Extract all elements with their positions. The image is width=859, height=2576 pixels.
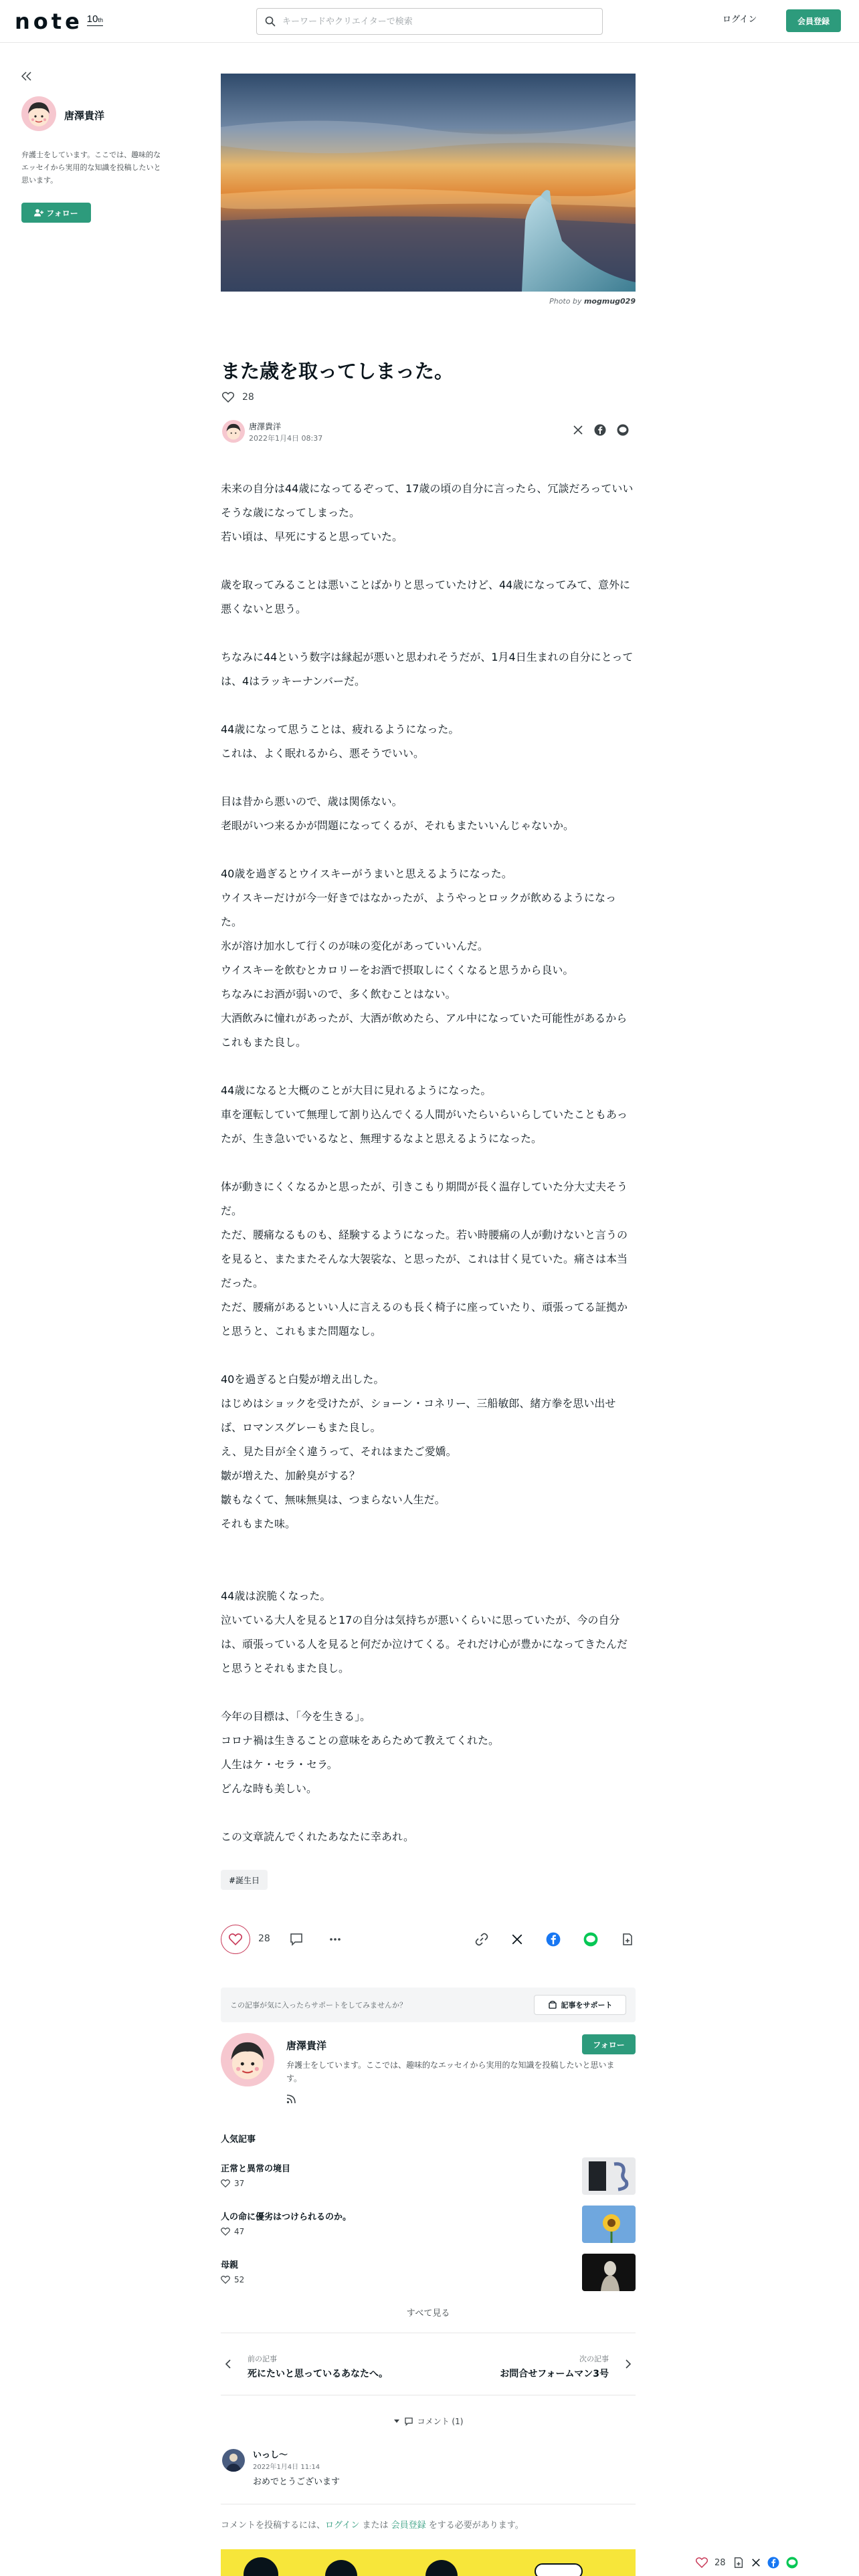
next-article-title: お問合せフォームマン3号: [500, 2369, 609, 2379]
support-button-label: 記事をサポート: [561, 2001, 613, 2010]
support-button[interactable]: [534, 1995, 626, 2015]
facebook-share-icon[interactable]: [546, 1932, 561, 1947]
x-share-icon[interactable]: [511, 1933, 523, 1945]
comment-icon: [404, 2417, 413, 2426]
signup-button[interactable]: 会員登録: [786, 9, 841, 32]
article-line: それもまた味。: [221, 1517, 296, 1530]
search-input[interactable]: [282, 17, 590, 27]
article-line: はじめはショックを受けたが、ショーン・コネリー、三船敏郎、緒方拳を思い出せば、ロマンスグレーもまた良し。: [221, 1397, 616, 1434]
heart-icon: [221, 2276, 230, 2284]
profile-follow-button[interactable]: フォロー: [582, 2034, 636, 2054]
photo-credit-author[interactable]: mogmug029: [583, 297, 636, 306]
heart-icon: [229, 1933, 242, 1945]
article-line: [221, 1536, 636, 1560]
logo-wordmark: note: [15, 9, 83, 34]
logo-10th-badge: 10th: [86, 13, 103, 25]
next-article-link[interactable]: [428, 2333, 636, 2396]
comment-icon[interactable]: [289, 1932, 304, 1947]
article-line: 若い頃は、早死にすると思っていた。: [221, 530, 403, 543]
note-logo[interactable]: [15, 8, 103, 35]
article-line: 皺もなくて、無味無臭は、つまらない人生だ。: [221, 1493, 446, 1506]
comment-text: おめでとうございます: [253, 2477, 341, 2487]
sidebar-author-bio: 弁護士をしています。ここでは、趣味的なエッセイから実用的な知識を投稿したいと思います。: [21, 150, 161, 185]
x-share-icon[interactable]: [573, 425, 583, 435]
link-copy-icon[interactable]: [475, 1933, 488, 1946]
profile-avatar[interactable]: [221, 2033, 274, 2086]
like-count: 28: [258, 1933, 270, 1944]
popular-article-thumbnail: [582, 2254, 636, 2291]
popular-article-thumbnail: [582, 2206, 636, 2243]
top-like-button[interactable]: [222, 392, 254, 403]
article-line: これは、よく眠れるから、悪そうでいい。: [221, 747, 425, 760]
article-line: 人生はケ・セラ・セラ。: [221, 1758, 338, 1771]
popular-articles-title: 人気記事: [221, 2135, 256, 2145]
sidebar-follow-button[interactable]: [21, 203, 91, 223]
comment-date: 2022年1月4日 11:14: [253, 2464, 320, 2471]
article-line: 44歳は涙脆くなった。: [221, 1590, 331, 1602]
article-line: ちなみにお酒が弱いので、多く飲むことはない。: [221, 988, 456, 1000]
chevron-right-icon: [625, 2359, 632, 2369]
article-actions: [221, 1925, 636, 1954]
hero-image: [221, 74, 636, 292]
article-paragraph: [221, 477, 636, 549]
article-line: 44歳になると大概のことが大目に見れるようになった。: [221, 1084, 492, 1097]
popular-article-title: 人の命に優劣はつけられるのか。: [221, 2212, 352, 2222]
support-prompt: この記事が気に入ったらサポートをしてみませんか？: [230, 2001, 407, 2010]
add-user-icon: [34, 209, 43, 217]
see-all-link[interactable]: すべて見る: [406, 2309, 450, 2319]
commenter-name[interactable]: いっし〜: [253, 2450, 288, 2460]
article-author-avatar[interactable]: [222, 420, 245, 443]
line-share-icon[interactable]: [617, 424, 629, 436]
popular-article-title: 正常と異常の境目: [221, 2164, 291, 2174]
article-line: 目は昔から悪いので、歳は関係ない。: [221, 795, 403, 808]
search-box[interactable]: [256, 8, 603, 35]
comment-item: [221, 2448, 636, 2490]
comment-login-note: コメントを投稿するには、ログイン または 会員登録 をする必要があります。: [221, 2504, 636, 2531]
article-line: ただ、腰痛なるものも、経験するようになった。若い時腰痛の人が動けないと言うのを見ると、またまたそんな大袈裟な、と思ったが、これは甘く見ていた。痛さは本当だった。: [221, 1228, 628, 1289]
article-line: 体が動きにくくなるかと思ったが、引きこもり期間が長く温存していた分大丈夫そうだ。: [221, 1180, 628, 1217]
popular-article[interactable]: [221, 2157, 636, 2197]
profile-bio: 弁護士をしています。ここでは、趣味的なエッセイから実用的な知識を投稿したいと思います。: [286, 2060, 615, 2083]
article-line: ちなみに44という数字は縁起が悪いと思われそうだが、1月4日生まれの自分にとっては、4はラッキーナンバーだ。: [221, 651, 634, 687]
support-box: [221, 1988, 636, 2022]
article-line: 皺が増えた、加齢臭がする？: [221, 1469, 361, 1482]
popular-article[interactable]: [221, 2206, 636, 2246]
article-paragraph: [221, 1079, 636, 1151]
heart-icon[interactable]: [696, 2557, 708, 2568]
article-paragraph: [221, 573, 636, 621]
article-line: ウイスキーだけが今一好きではなかったが、ようやっとロックが飲めるようになった。: [221, 891, 617, 928]
next-article-label: 次の記事: [579, 2355, 609, 2363]
author-avatar[interactable]: [21, 96, 56, 131]
floating-action-bar: [696, 2549, 859, 2576]
article-line: 40歳を過ぎるとウイスキーがうまいと思えるようになった。: [221, 867, 512, 880]
article-line: 車を運転していて無理して割り込んでくる人間がいたらいらいらしていたこともあったが、生き急いでいるなと、無理するなよと思えるようになった。: [221, 1108, 628, 1145]
article-paragraph: [221, 862, 636, 1055]
popular-article[interactable]: [221, 2254, 636, 2294]
article-paragraph: [221, 645, 636, 693]
commenter-avatar[interactable]: [222, 2449, 245, 2472]
article-line: 44歳になって思うことは、疲れるようになった。: [221, 723, 460, 736]
line-share-icon[interactable]: [583, 1932, 598, 1947]
article-line: コロナ禍は生きることの意味をあらためて教えてくれた。: [221, 1734, 500, 1747]
article-paragraph: [221, 718, 636, 766]
like-button[interactable]: [221, 1925, 250, 1954]
more-options-icon[interactable]: [328, 1932, 343, 1947]
collapse-sidebar-icon[interactable]: [21, 72, 32, 81]
article-paragraph: [221, 1705, 636, 1801]
line-share-icon[interactable]: [786, 2557, 798, 2569]
article-line: 今年の目標は、「今を生きる」。: [221, 1710, 371, 1723]
article-line: え、見た目が全く違うって、それはまたご愛嬌。: [221, 1445, 457, 1458]
article-body: [221, 477, 636, 1873]
article-paragraph: [221, 1825, 636, 1849]
popular-article-title: 母親: [221, 2260, 239, 2270]
heart-icon: [221, 2179, 230, 2187]
heart-icon: [221, 2228, 230, 2236]
prev-article-link[interactable]: [221, 2333, 428, 2396]
article-line: 泣いている大人を見ると17の自分は気持ちが悪いくらいに思っていたが、今の自分は、頑張っている人を見ると何だか泣けてくる。それだけ心が豊かになってきたんだと思うとそれもまた良し。: [221, 1614, 628, 1675]
comments-count: コメント (1): [417, 2417, 464, 2426]
article-paragraph: [221, 1175, 636, 1344]
rss-icon[interactable]: [286, 2095, 296, 2104]
sidebar-author-name[interactable]: 唐澤貴洋: [64, 110, 105, 122]
article-line: 氷が溶け加水して行くのが味の変化があっていいんだ。: [221, 940, 488, 952]
hashtag[interactable]: #誕生日: [221, 1870, 268, 1890]
article-line: 大酒飲みに憧れがあったが、大酒が飲めたら、アル中になっていた可能性があるからこれもまた良し。: [221, 1012, 628, 1049]
article-line: どんな時も美しい。: [221, 1782, 318, 1795]
facebook-share-icon[interactable]: [767, 2557, 779, 2569]
promo-banner[interactable]: [221, 2549, 636, 2576]
article-line: 未来の自分は44歳になってるぞって、17歳の頃の自分に言ったら、冗談だろっていいそうな歳になってしまった。: [221, 482, 634, 519]
article-line: ただ、腰痛があるといい人に言えるのも長く椅子に座っていたり、頑張ってる証拠かと思うと、これもまた問題なし。: [221, 1301, 628, 1337]
article-paragraph: [221, 1584, 636, 1681]
article-author-row: [221, 419, 636, 445]
popular-article-likes: 47: [221, 2227, 244, 2236]
site-header: [0, 0, 859, 43]
prev-article-label: 前の記事: [248, 2355, 277, 2363]
share-bottom: [475, 1932, 634, 1947]
comment-login-link[interactable]: ログイン: [325, 2520, 360, 2531]
article-line: 歳を取ってみることは悪いことばかりと思っていたけど、44歳になってみて、意外に悪くないと思う。: [221, 578, 631, 615]
sidebar-follow-label: フォロー: [46, 208, 78, 218]
article-paragraph: [221, 1368, 636, 1560]
article-author-name[interactable]: 唐澤貴洋: [249, 422, 282, 431]
chevron-left-icon: [225, 2359, 231, 2369]
floating-like-count: 28: [714, 2557, 726, 2568]
article-title: また歳を取ってしまった。: [221, 360, 454, 383]
login-link[interactable]: ログイン: [723, 15, 757, 25]
share-top: [573, 424, 629, 436]
article-line: この文章読んでくれたあなたに幸あれ。: [221, 1830, 414, 1843]
photo-credit: Photo by mogmug029: [549, 297, 636, 306]
article-line: 老眼がいつ来るかが問題になってくるが、それもまたいいんじゃないか。: [221, 819, 575, 832]
comment-signup-link[interactable]: 会員登録: [391, 2520, 426, 2531]
top-like-count: 28: [242, 392, 254, 403]
author-profile-card: [221, 2033, 636, 2113]
magazine-add-icon[interactable]: [621, 1933, 634, 1946]
facebook-share-icon[interactable]: [594, 424, 606, 436]
x-share-icon[interactable]: [751, 2558, 761, 2567]
popular-article-thumbnail: [582, 2157, 636, 2195]
article-navigation: [221, 2333, 636, 2395]
support-icon: [548, 2000, 557, 2010]
caret-down-icon: [393, 2419, 400, 2424]
article-line: 40を過ぎると白髪が増え出した。: [221, 1373, 385, 1386]
magazine-add-icon[interactable]: [733, 2557, 745, 2569]
article-line: ウイスキーを飲むとカロリーをお酒で摂取しにくくなると思うから良い。: [221, 964, 574, 976]
prev-article-title: 死にたいと思っているあなたへ。: [248, 2369, 388, 2379]
popular-article-likes: 52: [221, 2275, 244, 2284]
article-paragraph: [221, 790, 636, 838]
profile-name[interactable]: 唐澤貴洋: [286, 2040, 327, 2052]
search-icon: [265, 16, 276, 27]
heart-icon: [222, 392, 234, 403]
comments-toggle[interactable]: [221, 2416, 636, 2427]
popular-article-likes: 37: [221, 2179, 244, 2188]
article-date: 2022年1月4日 08:37: [249, 434, 323, 443]
